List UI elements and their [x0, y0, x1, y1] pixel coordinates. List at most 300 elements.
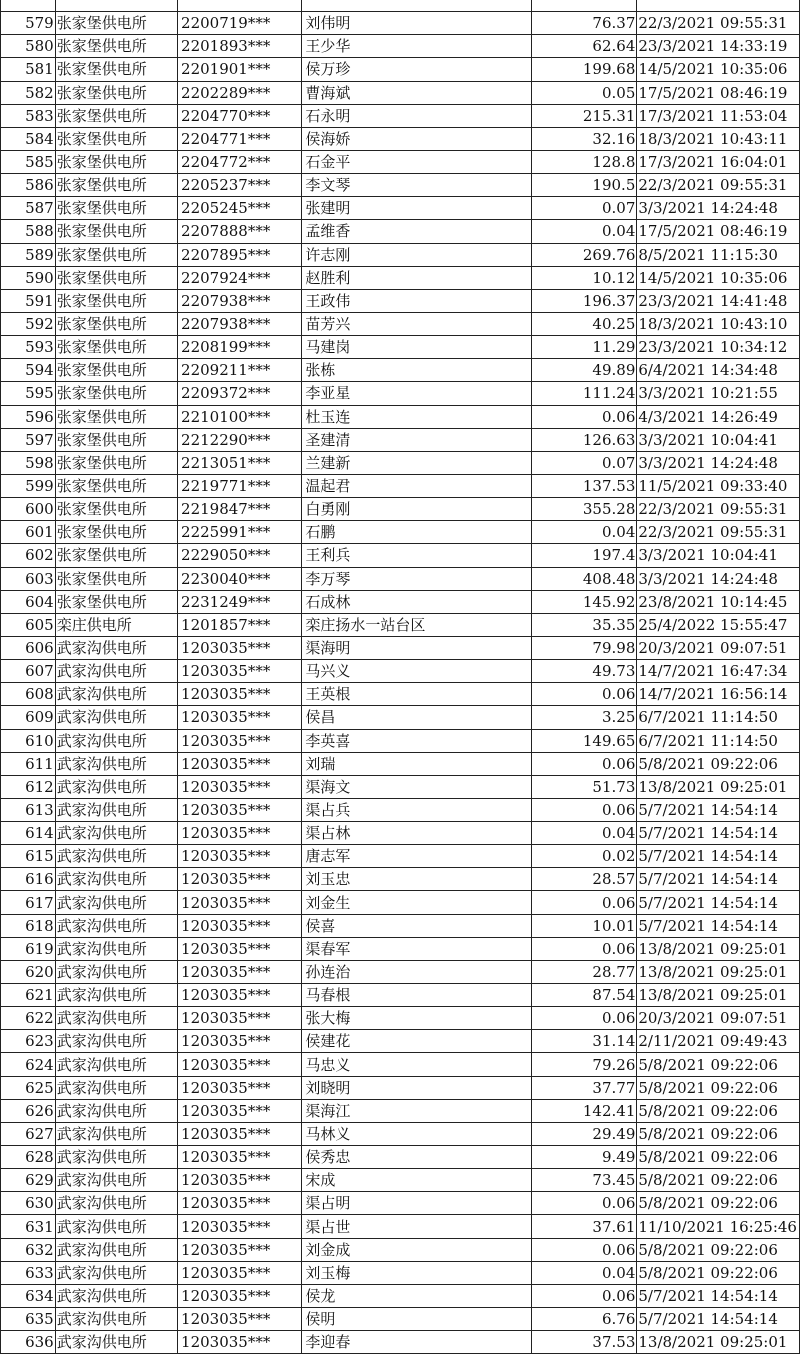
- customer-name: 李迎春: [302, 1331, 532, 1354]
- table-row: [1, 1122, 800, 1145]
- timestamp: 23/3/2021 14:41:48: [637, 289, 800, 312]
- customer-name: [302, 0, 532, 12]
- timestamp: 4/3/2021 14:26:49: [637, 405, 800, 428]
- amount: 196.37: [532, 289, 637, 312]
- timestamp: 5/8/2021 09:22:06: [637, 1146, 800, 1169]
- row-number: 599: [1, 474, 56, 497]
- account-number: 1203035***: [178, 1284, 302, 1307]
- customer-name: 刘伟明: [302, 12, 532, 35]
- supply-station: 张家堡供电所: [55, 567, 177, 590]
- supply-station: 张家堡供电所: [55, 498, 177, 521]
- timestamp: 5/7/2021 14:54:14: [637, 914, 800, 937]
- table-row: [1, 1007, 800, 1030]
- row-number: 596: [1, 405, 56, 428]
- account-number: 2219771***: [178, 474, 302, 497]
- table-row: [1, 1053, 800, 1076]
- table-row: [1, 729, 800, 752]
- table-row: [1, 590, 800, 613]
- supply-station: 张家堡供电所: [55, 521, 177, 544]
- amount: 29.49: [532, 1122, 637, 1145]
- account-number: 2204771***: [178, 127, 302, 150]
- timestamp: 5/8/2021 09:22:06: [637, 1238, 800, 1261]
- supply-station: 武家沟供电所: [55, 798, 177, 821]
- table-row: [1, 544, 800, 567]
- row-number: 618: [1, 914, 56, 937]
- customer-name: 宋成: [302, 1169, 532, 1192]
- timestamp: 25/4/2022 15:55:47: [637, 613, 800, 636]
- timestamp: 5/8/2021 09:22:06: [637, 1169, 800, 1192]
- account-number: 1201857***: [178, 613, 302, 636]
- supply-station: 张家堡供电所: [55, 405, 177, 428]
- amount: 0.07: [532, 451, 637, 474]
- supply-station: 武家沟供电所: [55, 729, 177, 752]
- account-number: 2225991***: [178, 521, 302, 544]
- supply-station: 武家沟供电所: [55, 1215, 177, 1238]
- table-row: [1, 312, 800, 335]
- account-number: 1203035***: [178, 1099, 302, 1122]
- row-number: 583: [1, 104, 56, 127]
- supply-station: 武家沟供电所: [55, 1099, 177, 1122]
- customer-name: 渠海文: [302, 775, 532, 798]
- customer-name: 渠海江: [302, 1099, 532, 1122]
- row-number: 593: [1, 336, 56, 359]
- supply-station: 武家沟供电所: [55, 775, 177, 798]
- amount: 11.29: [532, 336, 637, 359]
- customer-name: 苗芳兴: [302, 312, 532, 335]
- amount: 0.06: [532, 1192, 637, 1215]
- supply-station: 武家沟供电所: [55, 868, 177, 891]
- account-number: 1203035***: [178, 845, 302, 868]
- customer-name: 李万琴: [302, 567, 532, 590]
- table-row: [1, 984, 800, 1007]
- customer-name: 刘玉梅: [302, 1261, 532, 1284]
- table-row: [1, 1076, 800, 1099]
- row-number: 582: [1, 81, 56, 104]
- row-number: 595: [1, 382, 56, 405]
- customer-name: 张大梅: [302, 1007, 532, 1030]
- amount: 0.06: [532, 405, 637, 428]
- account-number: 2229050***: [178, 544, 302, 567]
- account-number: 2209372***: [178, 382, 302, 405]
- amount: 10.01: [532, 914, 637, 937]
- row-number: 619: [1, 937, 56, 960]
- supply-station: 武家沟供电所: [55, 1053, 177, 1076]
- row-number: 614: [1, 822, 56, 845]
- account-number: 2207888***: [178, 220, 302, 243]
- row-number: 597: [1, 428, 56, 451]
- timestamp: 5/8/2021 09:22:06: [637, 1122, 800, 1145]
- timestamp: 14/7/2021 16:47:34: [637, 660, 800, 683]
- table-row: [1, 1030, 800, 1053]
- table-row: [1, 428, 800, 451]
- supply-station: 张家堡供电所: [55, 58, 177, 81]
- customer-name: 石鹏: [302, 521, 532, 544]
- row-number: 588: [1, 220, 56, 243]
- table-row: [1, 127, 800, 150]
- supply-station: 张家堡供电所: [55, 243, 177, 266]
- supply-station: 张家堡供电所: [55, 428, 177, 451]
- row-number: 602: [1, 544, 56, 567]
- table-row: [1, 1308, 800, 1331]
- supply-station: 张家堡供电所: [55, 312, 177, 335]
- customer-name: 刘玉忠: [302, 868, 532, 891]
- timestamp: 17/5/2021 08:46:19: [637, 81, 800, 104]
- row-number: 612: [1, 775, 56, 798]
- timestamp: 14/7/2021 16:56:14: [637, 683, 800, 706]
- table-row: [1, 822, 800, 845]
- timestamp: 13/8/2021 09:25:01: [637, 960, 800, 983]
- customer-name: 唐志军: [302, 845, 532, 868]
- timestamp: 6/4/2021 14:34:48: [637, 359, 800, 382]
- amount: 0.06: [532, 1238, 637, 1261]
- timestamp: 2/11/2021 09:49:43: [637, 1030, 800, 1053]
- customer-name: 侯昌: [302, 706, 532, 729]
- row-number: 627: [1, 1122, 56, 1145]
- account-number: 1203035***: [178, 752, 302, 775]
- customer-name: 侯明: [302, 1308, 532, 1331]
- account-number: 1203035***: [178, 1261, 302, 1284]
- supply-station: 武家沟供电所: [55, 660, 177, 683]
- timestamp: 22/3/2021 09:55:31: [637, 521, 800, 544]
- customer-name: 王利兵: [302, 544, 532, 567]
- account-number: 1203035***: [178, 798, 302, 821]
- table-row: [1, 1261, 800, 1284]
- supply-station: 武家沟供电所: [55, 1331, 177, 1354]
- row-number: 622: [1, 1007, 56, 1030]
- supply-station: 张家堡供电所: [55, 150, 177, 173]
- table-row: [1, 868, 800, 891]
- supply-station: 张家堡供电所: [55, 474, 177, 497]
- account-number: 1203035***: [178, 822, 302, 845]
- supply-station: 栾庄供电所: [55, 613, 177, 636]
- account-number: 2200719***: [178, 12, 302, 35]
- account-number: 1203035***: [178, 1076, 302, 1099]
- table-row: [1, 474, 800, 497]
- table-row: [1, 567, 800, 590]
- row-number: 591: [1, 289, 56, 312]
- supply-station: 张家堡供电所: [55, 359, 177, 382]
- customer-name: 王少华: [302, 35, 532, 58]
- timestamp: 5/8/2021 09:22:06: [637, 1192, 800, 1215]
- amount: 0.04: [532, 1261, 637, 1284]
- timestamp: 13/8/2021 09:25:01: [637, 937, 800, 960]
- timestamp: 5/8/2021 09:22:06: [637, 752, 800, 775]
- timestamp: 5/7/2021 14:54:14: [637, 1308, 800, 1331]
- amount: 0.05: [532, 81, 637, 104]
- amount: 128.8: [532, 150, 637, 173]
- row-number: 611: [1, 752, 56, 775]
- amount: 142.41: [532, 1099, 637, 1122]
- account-number: 2201893***: [178, 35, 302, 58]
- table-row: [1, 960, 800, 983]
- account-number: 1203035***: [178, 1308, 302, 1331]
- row-number: 631: [1, 1215, 56, 1238]
- amount: 215.31: [532, 104, 637, 127]
- account-number: 1203035***: [178, 1192, 302, 1215]
- customer-name: 侯建花: [302, 1030, 532, 1053]
- row-number: 621: [1, 984, 56, 1007]
- account-number: 1203035***: [178, 960, 302, 983]
- supply-station: 武家沟供电所: [55, 1238, 177, 1261]
- amount: 40.25: [532, 312, 637, 335]
- supply-station: 武家沟供电所: [55, 1284, 177, 1307]
- records-table-body: [1, 0, 800, 1354]
- supply-station: 张家堡供电所: [55, 266, 177, 289]
- account-number: 2205237***: [178, 174, 302, 197]
- row-number: 623: [1, 1030, 56, 1053]
- timestamp: 3/3/2021 10:04:41: [637, 544, 800, 567]
- account-number: 2202289***: [178, 81, 302, 104]
- amount: 28.77: [532, 960, 637, 983]
- amount: 10.12: [532, 266, 637, 289]
- timestamp: 3/3/2021 14:24:48: [637, 197, 800, 220]
- supply-station: 武家沟供电所: [55, 1030, 177, 1053]
- table-row: [1, 775, 800, 798]
- timestamp: 13/8/2021 09:25:01: [637, 984, 800, 1007]
- customer-name: 渠春军: [302, 937, 532, 960]
- supply-station: 武家沟供电所: [55, 822, 177, 845]
- customer-name: 曹海斌: [302, 81, 532, 104]
- timestamp: 3/3/2021 10:04:41: [637, 428, 800, 451]
- supply-station: 武家沟供电所: [55, 1122, 177, 1145]
- row-number: 636: [1, 1331, 56, 1354]
- supply-station: 武家沟供电所: [55, 960, 177, 983]
- customer-name: 杜玉连: [302, 405, 532, 428]
- amount: 6.76: [532, 1308, 637, 1331]
- amount: 49.89: [532, 359, 637, 382]
- account-number: [178, 0, 302, 12]
- table-row: [1, 243, 800, 266]
- customer-name: 赵胜利: [302, 266, 532, 289]
- table-row: [1, 613, 800, 636]
- table-row: [1, 336, 800, 359]
- row-number: 601: [1, 521, 56, 544]
- supply-station: 武家沟供电所: [55, 683, 177, 706]
- customer-name: 马兴义: [302, 660, 532, 683]
- timestamp: 18/3/2021 10:43:10: [637, 312, 800, 335]
- customer-name: 圣建清: [302, 428, 532, 451]
- row-number: 587: [1, 197, 56, 220]
- row-number: 613: [1, 798, 56, 821]
- timestamp: 3/3/2021 14:24:48: [637, 567, 800, 590]
- supply-station: 武家沟供电所: [55, 706, 177, 729]
- supply-station: 张家堡供电所: [55, 174, 177, 197]
- row-number: 624: [1, 1053, 56, 1076]
- amount: 0.04: [532, 521, 637, 544]
- table-row: [1, 1284, 800, 1307]
- timestamp: 11/5/2021 09:33:40: [637, 474, 800, 497]
- account-number: 1203035***: [178, 729, 302, 752]
- timestamp: 5/7/2021 14:54:14: [637, 1284, 800, 1307]
- supply-station: [55, 0, 177, 12]
- amount: 0.02: [532, 845, 637, 868]
- account-number: 1203035***: [178, 683, 302, 706]
- customer-name: 张栋: [302, 359, 532, 382]
- amount: 37.61: [532, 1215, 637, 1238]
- row-number: 617: [1, 891, 56, 914]
- timestamp: 5/7/2021 14:54:14: [637, 822, 800, 845]
- account-number: 1203035***: [178, 1169, 302, 1192]
- amount: 3.25: [532, 706, 637, 729]
- customer-name: 栾庄扬水一站台区: [302, 613, 532, 636]
- supply-station: 武家沟供电所: [55, 914, 177, 937]
- row-number: 581: [1, 58, 56, 81]
- customer-name: 渠占兵: [302, 798, 532, 821]
- row-number: 606: [1, 636, 56, 659]
- account-number: 2207938***: [178, 312, 302, 335]
- row-number: 590: [1, 266, 56, 289]
- customer-name: 渠占明: [302, 1192, 532, 1215]
- row-number: 608: [1, 683, 56, 706]
- customer-name: 许志刚: [302, 243, 532, 266]
- row-number: 630: [1, 1192, 56, 1215]
- timestamp: 5/8/2021 09:22:06: [637, 1053, 800, 1076]
- account-number: 2230040***: [178, 567, 302, 590]
- account-number: 2201901***: [178, 58, 302, 81]
- timestamp: 5/7/2021 14:54:14: [637, 868, 800, 891]
- customer-name: 李文琴: [302, 174, 532, 197]
- amount: 0.06: [532, 891, 637, 914]
- row-number: 634: [1, 1284, 56, 1307]
- customer-name: 马忠义: [302, 1053, 532, 1076]
- row-number: 610: [1, 729, 56, 752]
- supply-station: 武家沟供电所: [55, 891, 177, 914]
- account-number: 1203035***: [178, 937, 302, 960]
- row-number: 607: [1, 660, 56, 683]
- customer-name: 孟维香: [302, 220, 532, 243]
- amount: 73.45: [532, 1169, 637, 1192]
- table-row: [1, 197, 800, 220]
- timestamp: 23/3/2021 14:33:19: [637, 35, 800, 58]
- timestamp: 17/3/2021 16:04:01: [637, 150, 800, 173]
- supply-station: 张家堡供电所: [55, 12, 177, 35]
- table-row: [1, 150, 800, 173]
- supply-station: 武家沟供电所: [55, 1261, 177, 1284]
- table-row: [1, 382, 800, 405]
- supply-station: 张家堡供电所: [55, 35, 177, 58]
- supply-station: 张家堡供电所: [55, 451, 177, 474]
- customer-name: 渠海明: [302, 636, 532, 659]
- amount: 0.06: [532, 683, 637, 706]
- table-row: [1, 12, 800, 35]
- amount: 9.49: [532, 1146, 637, 1169]
- table-row: [1, 845, 800, 868]
- row-number: 615: [1, 845, 56, 868]
- supply-station: 武家沟供电所: [55, 1076, 177, 1099]
- account-number: 1203035***: [178, 868, 302, 891]
- amount: 0.06: [532, 937, 637, 960]
- timestamp: 17/3/2021 11:53:04: [637, 104, 800, 127]
- supply-station: 武家沟供电所: [55, 1192, 177, 1215]
- supply-station: 武家沟供电所: [55, 1169, 177, 1192]
- amount: 111.24: [532, 382, 637, 405]
- timestamp: [637, 0, 800, 12]
- amount: 149.65: [532, 729, 637, 752]
- timestamp: 5/8/2021 09:22:06: [637, 1076, 800, 1099]
- supply-station: 武家沟供电所: [55, 845, 177, 868]
- customer-name: 石金平: [302, 150, 532, 173]
- amount: 79.98: [532, 636, 637, 659]
- account-number: 1203035***: [178, 636, 302, 659]
- supply-station: 武家沟供电所: [55, 984, 177, 1007]
- customer-name: 马林义: [302, 1122, 532, 1145]
- table-row: [1, 498, 800, 521]
- account-number: 1203035***: [178, 1331, 302, 1354]
- customer-name: 孙连治: [302, 960, 532, 983]
- timestamp: 22/3/2021 09:55:31: [637, 174, 800, 197]
- customer-name: 侯龙: [302, 1284, 532, 1307]
- row-number: 633: [1, 1261, 56, 1284]
- timestamp: 14/5/2021 10:35:06: [637, 266, 800, 289]
- timestamp: 3/3/2021 10:21:55: [637, 382, 800, 405]
- table-row: [1, 937, 800, 960]
- amount: 35.35: [532, 613, 637, 636]
- amount: 79.26: [532, 1053, 637, 1076]
- customer-name: 刘瑞: [302, 752, 532, 775]
- table-row: [1, 266, 800, 289]
- amount: 51.73: [532, 775, 637, 798]
- amount: 145.92: [532, 590, 637, 613]
- table-row: [1, 35, 800, 58]
- supply-station: 武家沟供电所: [55, 937, 177, 960]
- amount: 126.63: [532, 428, 637, 451]
- customer-name: 刘晓明: [302, 1076, 532, 1099]
- supply-station: 张家堡供电所: [55, 104, 177, 127]
- row-number: 635: [1, 1308, 56, 1331]
- amount: 32.16: [532, 127, 637, 150]
- amount: 31.14: [532, 1030, 637, 1053]
- account-number: 1203035***: [178, 775, 302, 798]
- table-row: [1, 798, 800, 821]
- account-number: 2207938***: [178, 289, 302, 312]
- table-row: [1, 58, 800, 81]
- table-row: [1, 0, 800, 12]
- amount: 49.73: [532, 660, 637, 683]
- row-number: 600: [1, 498, 56, 521]
- customer-name: 王政伟: [302, 289, 532, 312]
- row-number: 632: [1, 1238, 56, 1261]
- account-number: 2212290***: [178, 428, 302, 451]
- amount: [532, 0, 637, 12]
- table-row: [1, 174, 800, 197]
- customer-name: 温起君: [302, 474, 532, 497]
- account-number: 2219847***: [178, 498, 302, 521]
- supply-station: 张家堡供电所: [55, 289, 177, 312]
- table-row: [1, 521, 800, 544]
- account-number: 1203035***: [178, 1007, 302, 1030]
- amount: 0.06: [532, 1284, 637, 1307]
- row-number: 594: [1, 359, 56, 382]
- table-row: [1, 1215, 800, 1238]
- timestamp: 6/7/2021 11:14:50: [637, 706, 800, 729]
- customer-name: 李亚星: [302, 382, 532, 405]
- supply-station: 武家沟供电所: [55, 636, 177, 659]
- table-row: [1, 891, 800, 914]
- account-number: 1203035***: [178, 984, 302, 1007]
- supply-station: 张家堡供电所: [55, 197, 177, 220]
- timestamp: 14/5/2021 10:35:06: [637, 58, 800, 81]
- row-number: 629: [1, 1169, 56, 1192]
- timestamp: 5/7/2021 14:54:14: [637, 845, 800, 868]
- row-number: 625: [1, 1076, 56, 1099]
- customer-name: 白勇刚: [302, 498, 532, 521]
- timestamp: 23/3/2021 10:34:12: [637, 336, 800, 359]
- timestamp: 22/3/2021 09:55:31: [637, 12, 800, 35]
- timestamp: 20/3/2021 09:07:51: [637, 636, 800, 659]
- timestamp: 3/3/2021 14:24:48: [637, 451, 800, 474]
- account-number: 1203035***: [178, 1030, 302, 1053]
- customer-name: 侯海娇: [302, 127, 532, 150]
